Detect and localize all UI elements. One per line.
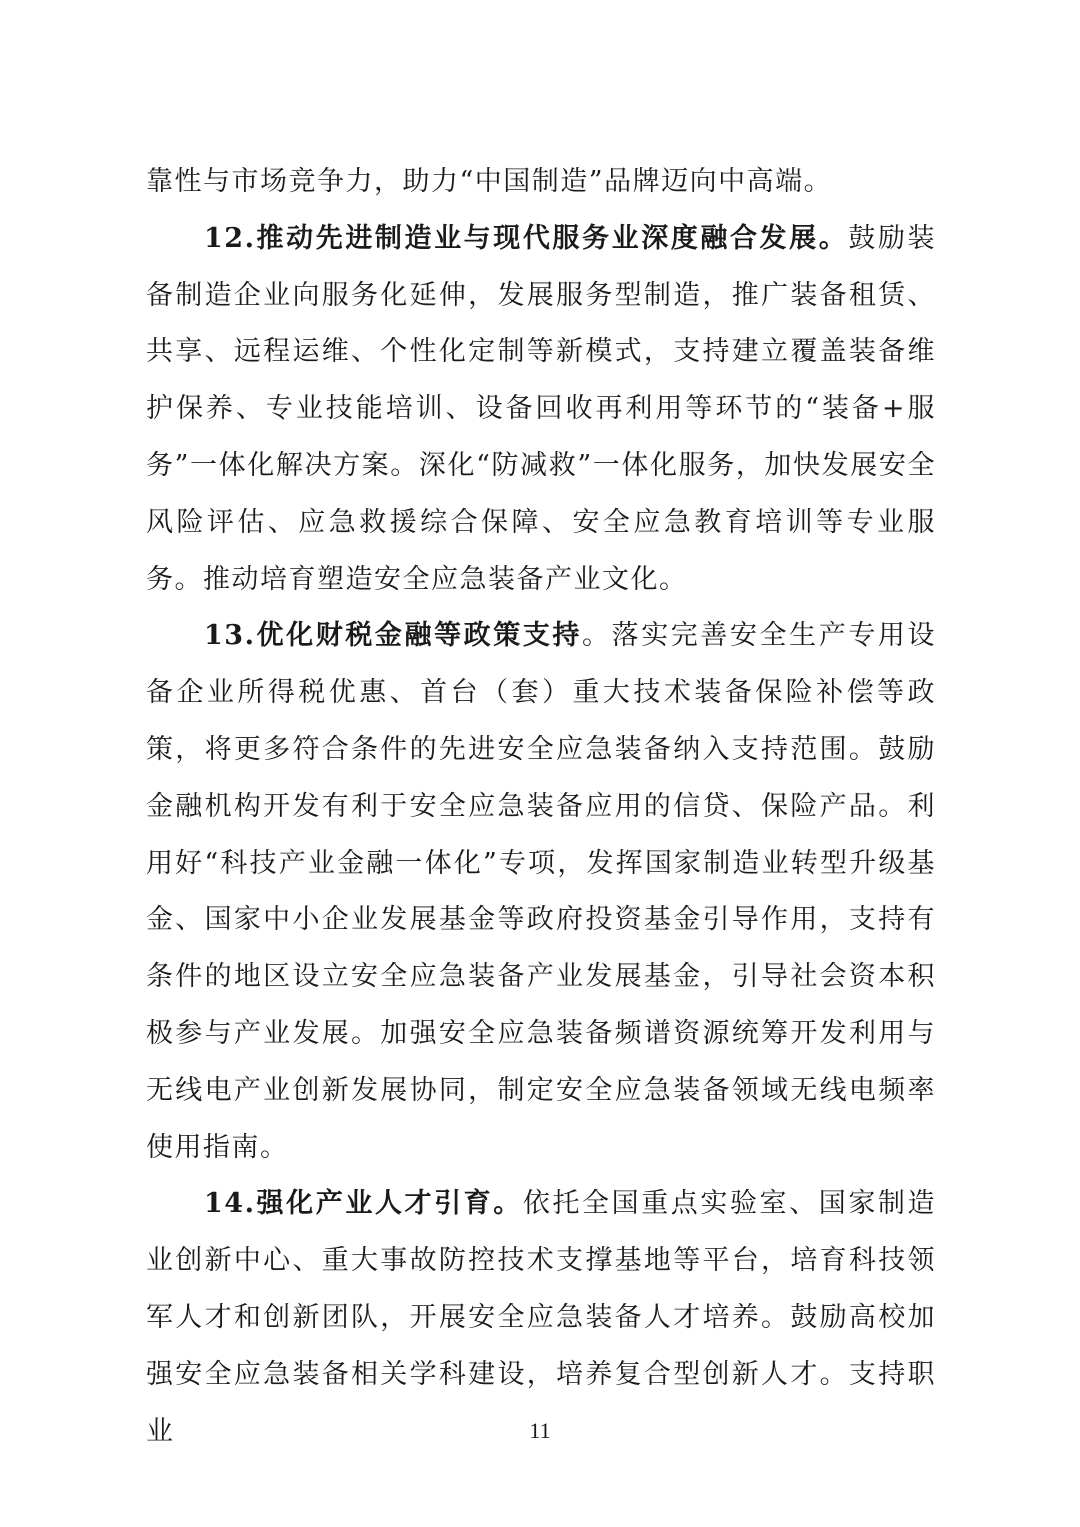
paragraph-heading: 14.强化产业人才引育。 <box>204 1188 523 1220</box>
paragraph-text: 靠性与市场竞争力，助力“中国制造”品牌迈向中高端。 <box>146 166 833 197</box>
paragraph-heading: 13.优化财税金融等政策支持 <box>204 620 583 652</box>
paragraph-13 <box>146 608 936 1176</box>
paragraph-text: 鼓励装备制造企业向服务化延伸，发展服务型制造，推广装备租赁、共享、远程运维、个性化定制等新模式，支持建立覆盖装备维护保养、专业技能培训、设备回收再利用等环节的“装备+服务”一体化解决方案。深化“防减救”一体化服务，加快发展安全风险评估、应急救援综合保障、安全应急教育培训等专业服务。推动培育塑造安全应急装备产业文化。 <box>146 222 936 595</box>
paragraph-continuation <box>146 154 936 211</box>
paragraph-text: 。落实完善安全生产专用设备企业所得税优惠、首台（套）重大技术装备保险补偿等政策，将更多符合条件的先进安全应急装备纳入支持范围。鼓励金融机构开发有利于安全应急装备应用的信贷、保险产品。利用好“科技产业金融一体化”专项，发挥国家制造业转型升级基金、国家中小企业发展基金等政府投资基金引导作用，支持有条件的地区设立安全应急装备产业发展基金，引导社会资本积极参与产业发展。加强安全应急装备频谱资源统筹开发利用与无线电产业创新发展协同，制定安全应急装备领域无线电频率使用指南。 <box>146 620 936 1163</box>
paragraph-heading: 12.推动先进制造业与现代服务业深度融合发展。 <box>204 222 849 254</box>
page-number: 11 <box>529 1418 551 1443</box>
document-body <box>146 154 936 1460</box>
paragraph-12 <box>146 211 936 609</box>
paragraph-text: 依托全国重点实验室、国家制造业创新中心、重大事故防控技术支撑基地等平台，培育科技领军人才和创新团队，开展安全应急装备人才培养。鼓励高校加强安全应急装备相关学科建设，培养复合型创新人才。支持职业 <box>146 1188 936 1447</box>
